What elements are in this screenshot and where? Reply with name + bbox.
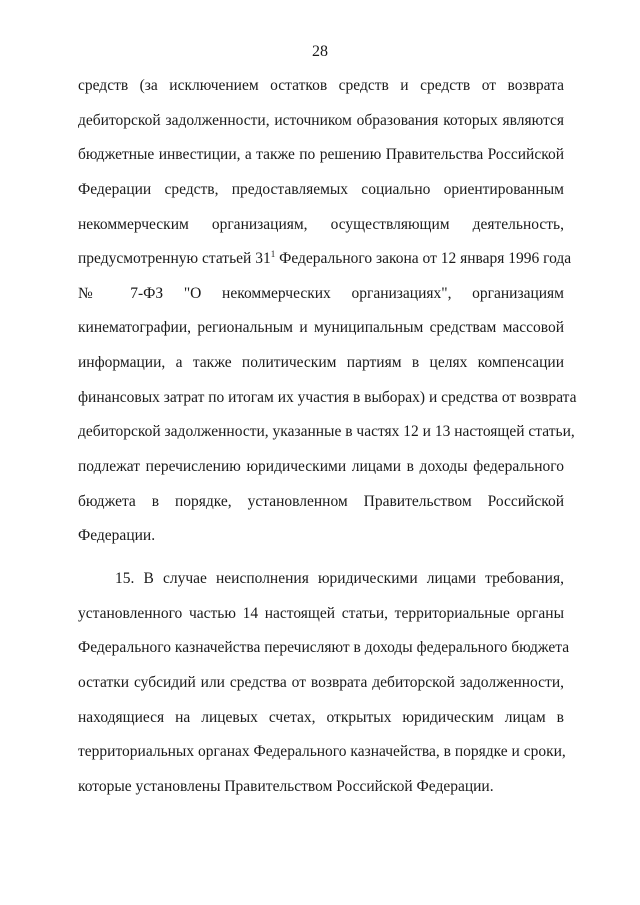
text-line: Федерации. bbox=[78, 527, 156, 545]
text-line: подлежат перечислению юридическими лицами в доходы федерального bbox=[78, 458, 564, 476]
paragraph-continuation bbox=[78, 76, 577, 561]
text-line: бюджета в порядке, установленном Правительством Российской bbox=[78, 492, 564, 510]
text-line: дебиторской задолженности, источником образования которых являются bbox=[78, 111, 564, 129]
text-line: дебиторской задолженности, указанные в частях 12 и 13 настоящей статьи, bbox=[78, 423, 575, 441]
text-segment: предусмотренную статьей 31 bbox=[78, 250, 271, 268]
text-line: № 7-ФЗ "О некоммерческих организациях", организациям bbox=[78, 284, 564, 302]
text-line: 15. В случае неисполнения юридическими лицами требования, bbox=[115, 569, 564, 587]
text-line: находящиеся на лицевых счетах, открытых юридическим лицам в bbox=[78, 708, 564, 726]
text-line-with-superscript bbox=[78, 249, 572, 284]
superscript-number: 1 bbox=[270, 249, 276, 260]
text-line: Федерации средств, предоставляемых социально ориентированным bbox=[78, 180, 564, 198]
text-line: некоммерческим организациям, осуществляющим деятельность, bbox=[78, 215, 564, 233]
text-line: Федерального казначейства перечисляют в доходы федерального бюджета bbox=[78, 639, 570, 657]
text-line: бюджетные инвестиции, а также по решению Правительства Российской bbox=[78, 146, 564, 164]
text-line: которые установлены Правительством Российской Федерации. bbox=[78, 777, 494, 795]
text-segment: Федерального закона от 12 января 1996 года bbox=[279, 250, 572, 268]
page-number: 28 bbox=[312, 43, 328, 60]
text-line: финансовых затрат по итогам их участия в выборах) и средства от возврата bbox=[78, 388, 577, 406]
text-line: территориальных органах Федерального казначейства, в порядке и сроки, bbox=[78, 743, 566, 761]
document-body bbox=[78, 76, 577, 811]
text-line: средств (за исключением остатков средств и средств от возврата bbox=[78, 77, 564, 94]
text-line: кинематографии, региональным и муниципальным средствам массовой bbox=[78, 319, 564, 337]
paragraph-15 bbox=[78, 569, 570, 811]
text-line: установленного частью 14 настоящей статьи, территориальные органы bbox=[78, 604, 564, 622]
text-line: остатки субсидий или средства от возврата дебиторской задолженности, bbox=[78, 673, 564, 691]
text-line: информации, а также политическим партиям в целях компенсации bbox=[78, 354, 564, 372]
